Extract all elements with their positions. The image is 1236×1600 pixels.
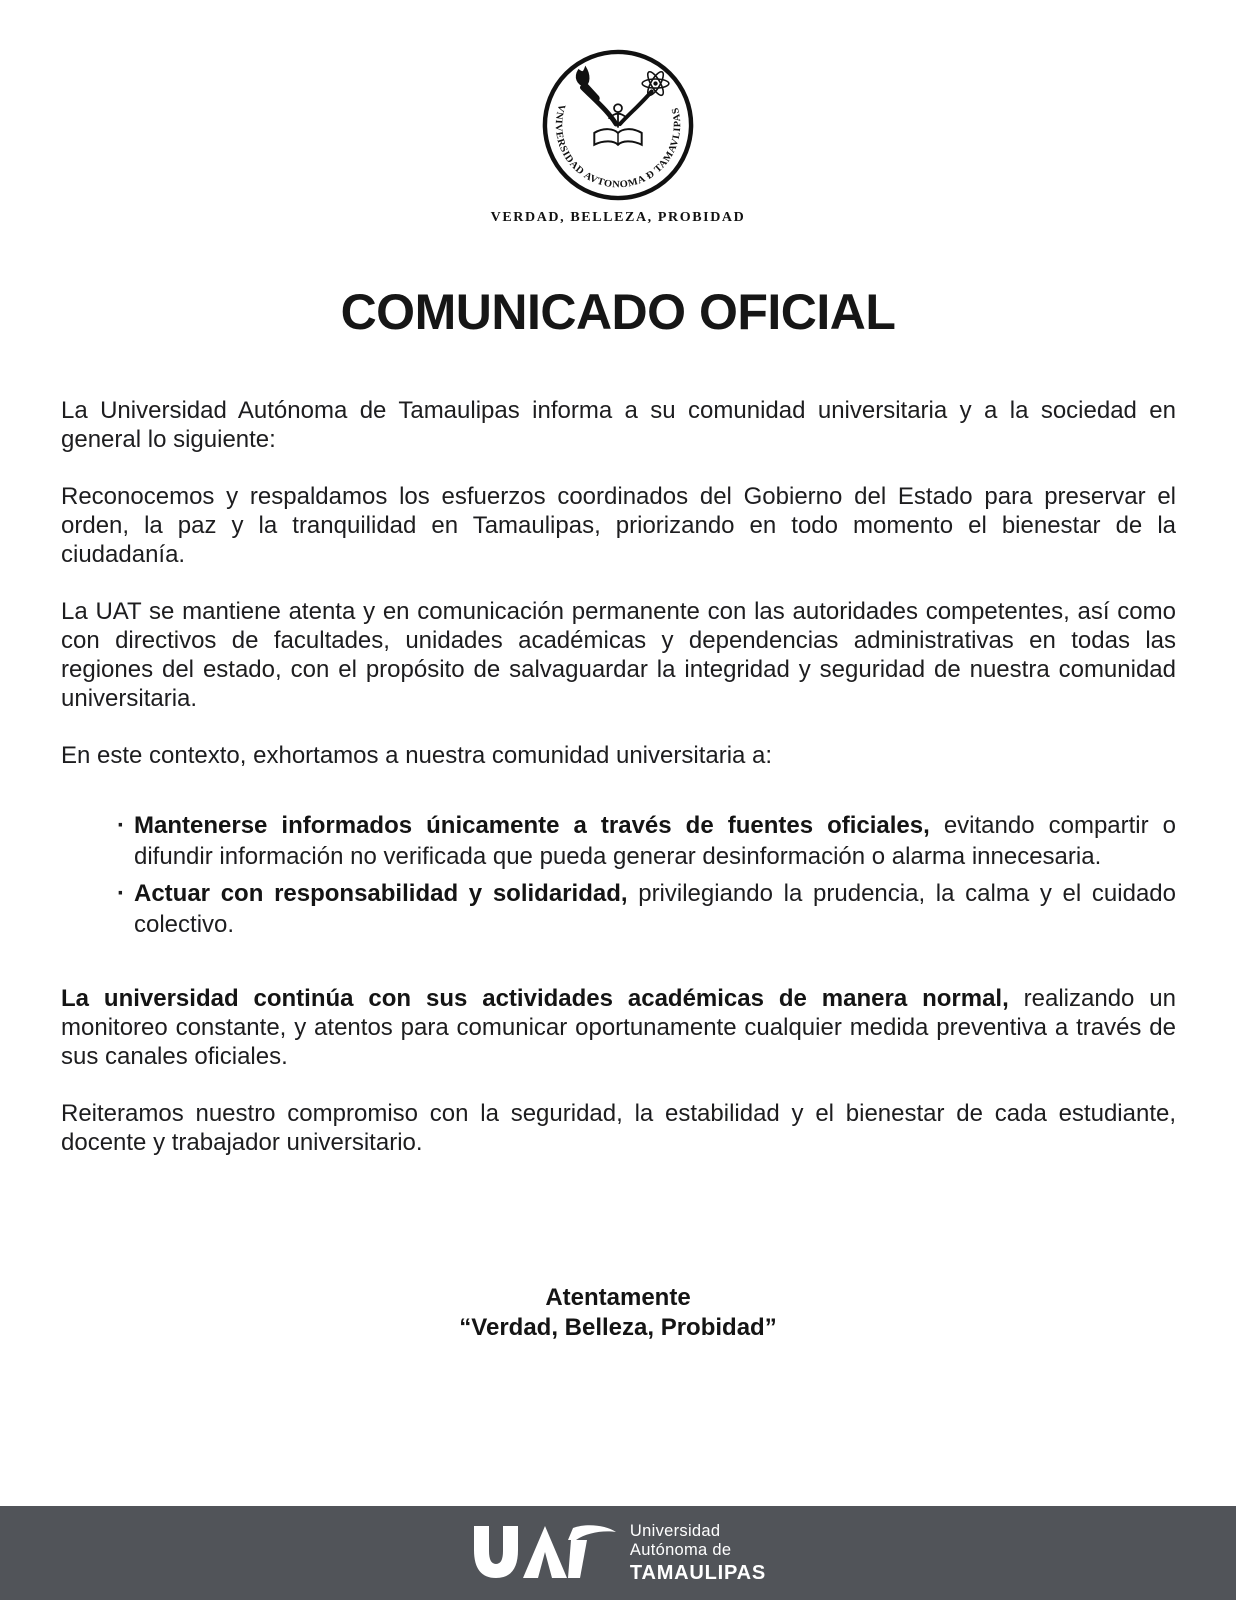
footer-org-line: Universidad [629, 1522, 721, 1540]
bullet-marker: · [117, 880, 125, 907]
list-item-lead: Actuar con responsabilidad y solidaridad, [134, 880, 628, 907]
signoff-salutation: Atentamente [545, 1284, 691, 1311]
recommendations-list [61, 810, 1176, 940]
footer-org-line-bold: TAMAULIPAS [629, 1562, 767, 1584]
uat-seal-icon [539, 46, 697, 204]
seal-emblem-icon [576, 67, 669, 145]
paragraph-coordination: La UAT se mantiene atenta y en comunicación permanente con las autoridades competentes, así como con directivos de facultades, unidades académicas y dependencias administrativas en todas las regiones del estado, con el propósito de salvaguardar la integridad y seguridad de nuestra comunidad universitaria. [61, 598, 1176, 712]
signoff [0, 1283, 1236, 1343]
list-item [61, 810, 1176, 872]
list-item-lead: Mantenerse informados únicamente a través de fuentes oficiales, [134, 812, 930, 839]
paragraph-activities-text: realizando un monitoreo constante, y atentos para comunicar oportunamente cualquier medida preventiva a través de sus canales oficiales. [61, 985, 1177, 1070]
footer-bar [0, 1506, 1236, 1600]
list-item-text: evitando compartir o difundir información no verificada que pueda generar desinformación o alarma innecesaria. [134, 812, 1176, 870]
page-title: COMUNICADO OFICIAL [340, 284, 896, 340]
bullet-marker: · [117, 812, 125, 839]
seal-motto: VERDAD, BELLEZA, PROBIDAD [490, 210, 746, 225]
footer-org-line: Autónoma de [629, 1541, 732, 1559]
uat-logo-icon [470, 1524, 620, 1582]
list-item [61, 878, 1176, 940]
paragraph-exhort: En este contexto, exhortamos a nuestra comunidad universitaria a: [61, 742, 773, 769]
paragraph-commitment: Reiteramos nuestro compromiso con la seguridad, la estabilidad y el bienestar de cada estudiante, docente y trabajador universitario. [61, 1100, 1176, 1156]
paragraph-support: Reconocemos y respaldamos los esfuerzos coordinados del Gobierno del Estado para preservar el orden, la paz y la tranquilidad en Tamaulipas, priorizando en todo momento el bienestar de la ciudadanía. [61, 483, 1176, 568]
paragraph-activities [61, 984, 1176, 1071]
footer-org-name [630, 1522, 766, 1584]
list-item-text: privilegiando la prudencia, la calma y el cuidado colectivo. [134, 880, 1176, 938]
statement-body [61, 396, 1176, 1157]
intro-paragraph: La Universidad Autónoma de Tamaulipas informa a su comunidad universitaria y a la sociedad en general lo siguiente: [61, 397, 1176, 453]
paragraph-activities-lead: La universidad continúa con sus actividades académicas de manera normal, [61, 985, 1009, 1012]
signoff-motto: “Verdad, Belleza, Probidad” [459, 1314, 777, 1341]
seal-ring-text: VNIVERSIDAD AVTONOMA Ð TAMAVLIPAS [552, 102, 684, 191]
